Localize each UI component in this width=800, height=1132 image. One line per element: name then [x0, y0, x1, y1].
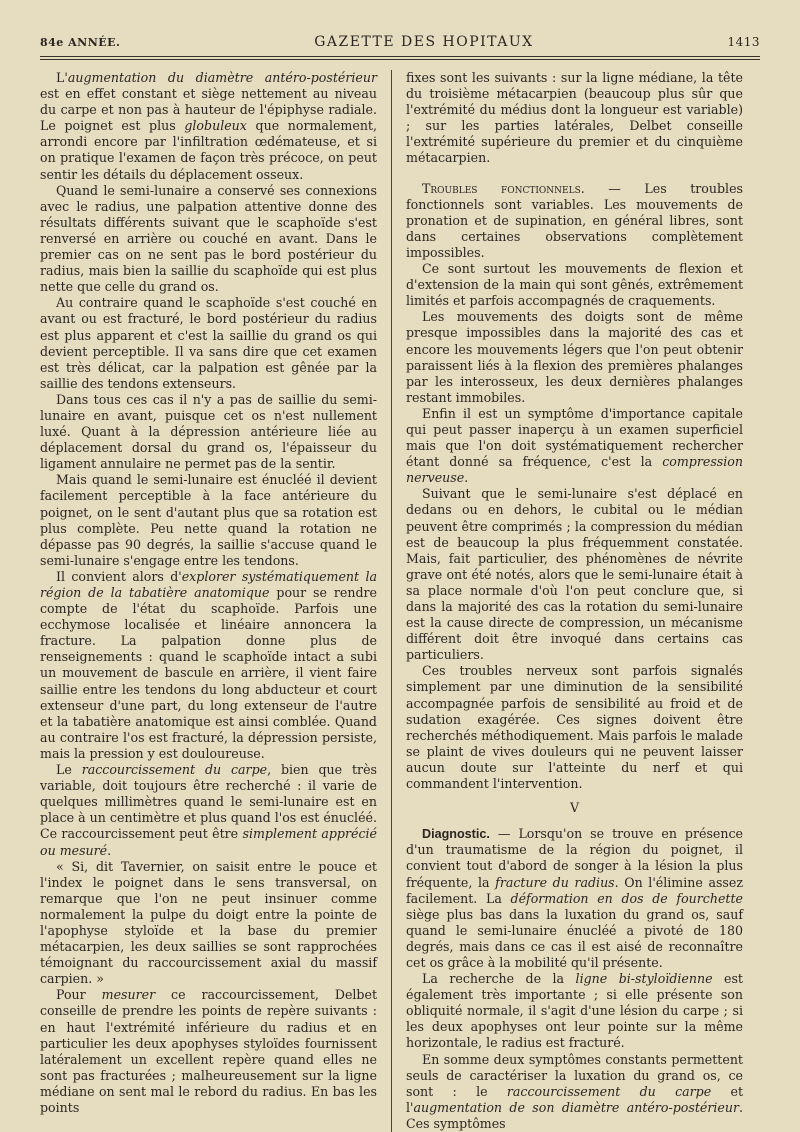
section-heading: Diagnostic. [422, 827, 490, 842]
text-run: . Ces symptômes [406, 1099, 743, 1131]
text-run: siège plus bas dans la luxation du grand os, sauf quand le semi-lunaire énucléé a pivoté de 180 degrés, mais dans ce cas il est aisé de reconnaître cet os grâce à la mobilité qu'il présente. [406, 906, 743, 970]
italic-text: déformation en dos de fourchette [510, 890, 743, 906]
italic-text: raccourcissement du carpe [506, 1083, 712, 1099]
right-column-paragraph [406, 826, 743, 971]
left-column-paragraph [40, 569, 377, 762]
italic-text: globuleux [184, 118, 247, 134]
right-column [398, 70, 743, 1132]
left-column-paragraph [40, 472, 377, 569]
italic-text: ligne bi-styloïdienne [575, 971, 713, 987]
italic-text: mesurer [101, 987, 156, 1003]
text-run: — Les troubles fonctionnels sont variables. Les mouvements de pronation et de supination, en général libres, sont dans certaines observations complètement impossibles. [406, 180, 743, 260]
text-run: et l' [406, 1083, 743, 1115]
text-run: . [464, 470, 469, 486]
text-run: La recherche de la [422, 971, 576, 987]
section-heading: Troubles fonctionnels. [422, 180, 585, 196]
italic-text: fracture du radius [495, 874, 615, 890]
text-run: Les mouvements des doigts sont de même presque impossibles dans la majorité des cas et encore les mouvements légers que l'on peut obtenir paraissent liés à la flexion des premières phalanges par les interosseux, les deux dernières phalanges restant immobiles. [406, 309, 743, 405]
right-column-paragraph [406, 663, 743, 792]
text-run: Quand le semi-lunaire a conservé ses connexions avec le radius, une palpation attentive donne des résultats différents suivant que le scaphoïde s'est renversé en arrière ou couché en avant. Dans le premier cas on ne sent pas le bord postérieur du radius, mais bien la saillie du scaphoïde qui est plus nette que celle du grand os. [40, 182, 377, 295]
text-run: Mais quand le semi-lunaire est énucléé il devient facilement perceptible à la face antérieure du poignet, on le sent d'autant plus que sa rotation est plus complète. Peu nette quand la rotation ne dépasse pas 90 degrés, la saillie s'accuse quand le semi-lunaire s'engage entre les tendons. [40, 472, 377, 568]
text-run: Dans tous ces cas il n'y a pas de saillie du semi-lunaire en avant, puisque cet os n'est nullement luxé. Quant à la dépression antérieure liée au déplacement dorsal du grand os, l'épaisseur du ligament annulaire ne permet pas de la sentir. [40, 391, 377, 472]
left-column-paragraph [40, 70, 377, 183]
italic-text: augmentation de son diamètre antéro-postérieur [413, 1099, 739, 1115]
right-column-paragraph [406, 406, 743, 486]
column-divider [391, 70, 392, 1132]
italic-text: simplement apprécié ou mesuré [40, 826, 377, 858]
text-run: , bien que très variable, doit toujours être recherché : il varie de quelques millimètres quand le semi-lunaire est en place à un centimètre et plus quand l'os est énucléé. Ce raccourcissement peut être [40, 762, 377, 842]
text-run: est également très importante ; si elle présente son obliquité normale, il s'agit d'une lésion du carpe ; si les deux apophyses ont leur pointe sur la même horizontale, le radius est fracturé. [406, 971, 743, 1051]
text-run: « Si, dit Tavernier, on saisit entre le pouce et l'index le poignet dans le sens transversal, on remarque que l'on ne peut insinuer comme normalement la pulpe du doigt entre la pointe de l'apophyse styloïde et la base du premier métacarpien, les deux saillies se sont rapprochées témoignant du raccourcissement axial du massif carpien. » [40, 858, 377, 987]
text-run: V [569, 800, 580, 816]
left-column-paragraph [40, 392, 377, 472]
journal-title: GAZETTE DES HOPITAUX [314, 34, 534, 50]
text-run: que normalement, arrondi encore par l'infiltration œdémateuse, et si on pratique l'examen de façon très précoce, on peut sentir les détails du déplacement osseux. [40, 118, 377, 182]
header-rule-2 [40, 59, 760, 60]
italic-text: explorer systématiquement la région de la tabatière anatomique [40, 568, 377, 600]
right-column-paragraph [406, 486, 743, 663]
right-column-paragraph [406, 261, 743, 309]
header-year: 84e ANNÉE. [40, 36, 121, 49]
text-run: Ces troubles nerveux sont parfois signalés simplement par une diminution de la sensibilité accompagnée parfois de sensibilité au froid et de sudation exagérée. Ces signes doivent être recherchés méthodiquement. Mais parfois le malade se plaint de vives douleurs qui ne peuvent laisser aucun doute sur l'atteinte du nerf et qui commandent l'intervention. [406, 663, 743, 792]
text-run: L' [56, 70, 68, 85]
text-run: Suivant que le semi-lunaire s'est déplacé en dedans ou en dehors, le cubital ou le médian peuvent être comprimés ; la compression du médian est de beaucoup la plus fréquemment constatée. Mais, fait particulier, des phénomènes de névrite grave ont été notés, alors que le semi-lunaire était à sa place normale d'où l'on peut conclure que, si dans la majorité des cas la rotation du semi-lunaire est la cause directe de compression, un mécanisme différent doit être invoqué dans certains cas particuliers. [406, 486, 743, 663]
right-column-paragraph [406, 971, 743, 1051]
text-run: . On l'élimine assez facilement. La [406, 874, 743, 906]
right-column-paragraph [406, 800, 743, 816]
text-run: pour se rendre compte de l'état du scaphoïde. Parfois une ecchymose localisée et linéaire annoncera la fracture. La palpation donne plus de renseignements : quand le scaphoïde intact a subi un mouvement de bascule en arrière, il vient faire saillie entre les tendons du long abducteur et court extenseur d'une part, du long extenseur de l'autre et la tabatière anatomique est ainsi comblée. Quand au contraire l'os est fracturé, la dépression persiste, mais la pression y est douloureuse. [40, 585, 377, 761]
italic-text: compression nerveuse [406, 454, 743, 486]
italic-text: augmentation du diamètre antéro-postérieur [67, 70, 377, 85]
text-run: Au contraire quand le scaphoïde s'est couché en avant ou est fracturé, le bord postérieur du radius est plus apparent et c'est la saillie du grand os qui devient perceptible. Il va sans dire que cet examen est très délicat, car la palpation est gênée par la saillie des tendons extenseurs. [40, 295, 377, 391]
text-run: Enfin il est un symptôme d'importance capitale qui peut passer inaperçu à un examen superficiel mais que l'on doit systématiquement rechercher étant donné sa fréquence, c'est la [406, 405, 743, 470]
left-column-paragraph [40, 183, 377, 296]
text-columns [40, 70, 760, 1132]
text-run: est en effet constant et siège nettement au niveau du carpe et non pas à hauteur de l'épiphyse radiale. Le poignet est plus [40, 86, 377, 134]
right-column-paragraph [406, 309, 743, 406]
text-run: — Lorsqu'on se trouve en présence d'un traumatisme de la région du poignet, il convient tout d'abord de songer à la lésion la plus fréquente, la [406, 826, 743, 890]
text-run: ce raccourcissement, Delbet conseille de prendre les points de repère suivants : en haut l'extrémité inférieure du radius et en particulier les deux apophyses styloïdes fournissent latéralement un excellent repère quand elles ne sont pas fracturées ; malheureusement sur la ligne médiane on sent mal le rebord du radius. En bas les points [40, 987, 378, 1115]
right-column-paragraph [406, 70, 743, 167]
left-column-paragraph [40, 295, 377, 392]
left-column-paragraph [40, 762, 377, 859]
page-header [40, 34, 760, 52]
text-run: Le [56, 762, 82, 778]
left-column-paragraph [40, 987, 377, 1116]
page-number: 1413 [727, 35, 760, 49]
italic-text: raccourcissement du carpe [81, 762, 268, 778]
text-run: Il convient alors d' [56, 568, 182, 584]
right-column-paragraph [406, 181, 743, 261]
text-run: Pour [56, 987, 102, 1003]
text-run: . [107, 842, 112, 858]
text-run: Ce sont surtout les mouvements de flexion et d'extension de la main qui sont gênés, extrêmement limités et parfois accompagnés de craquements. [406, 261, 743, 309]
header-rule [40, 56, 760, 57]
text-run: En somme deux symptômes constants permettent seuls de caractériser la luxation du grand os, ce sont : le [406, 1051, 743, 1099]
left-column-paragraph [40, 859, 377, 988]
text-run: fixes sont les suivants : sur la ligne médiane, la tête du troisième métacarpien (beaucoup plus sûr que l'extrémité du médius dont la longueur est variable) ; sur les parties latérales, Delbet conseille l'extrémité supérieure du premier et du cinquième métacarpien. [406, 70, 743, 166]
right-column-paragraph [406, 1052, 743, 1132]
left-column [40, 70, 385, 1132]
